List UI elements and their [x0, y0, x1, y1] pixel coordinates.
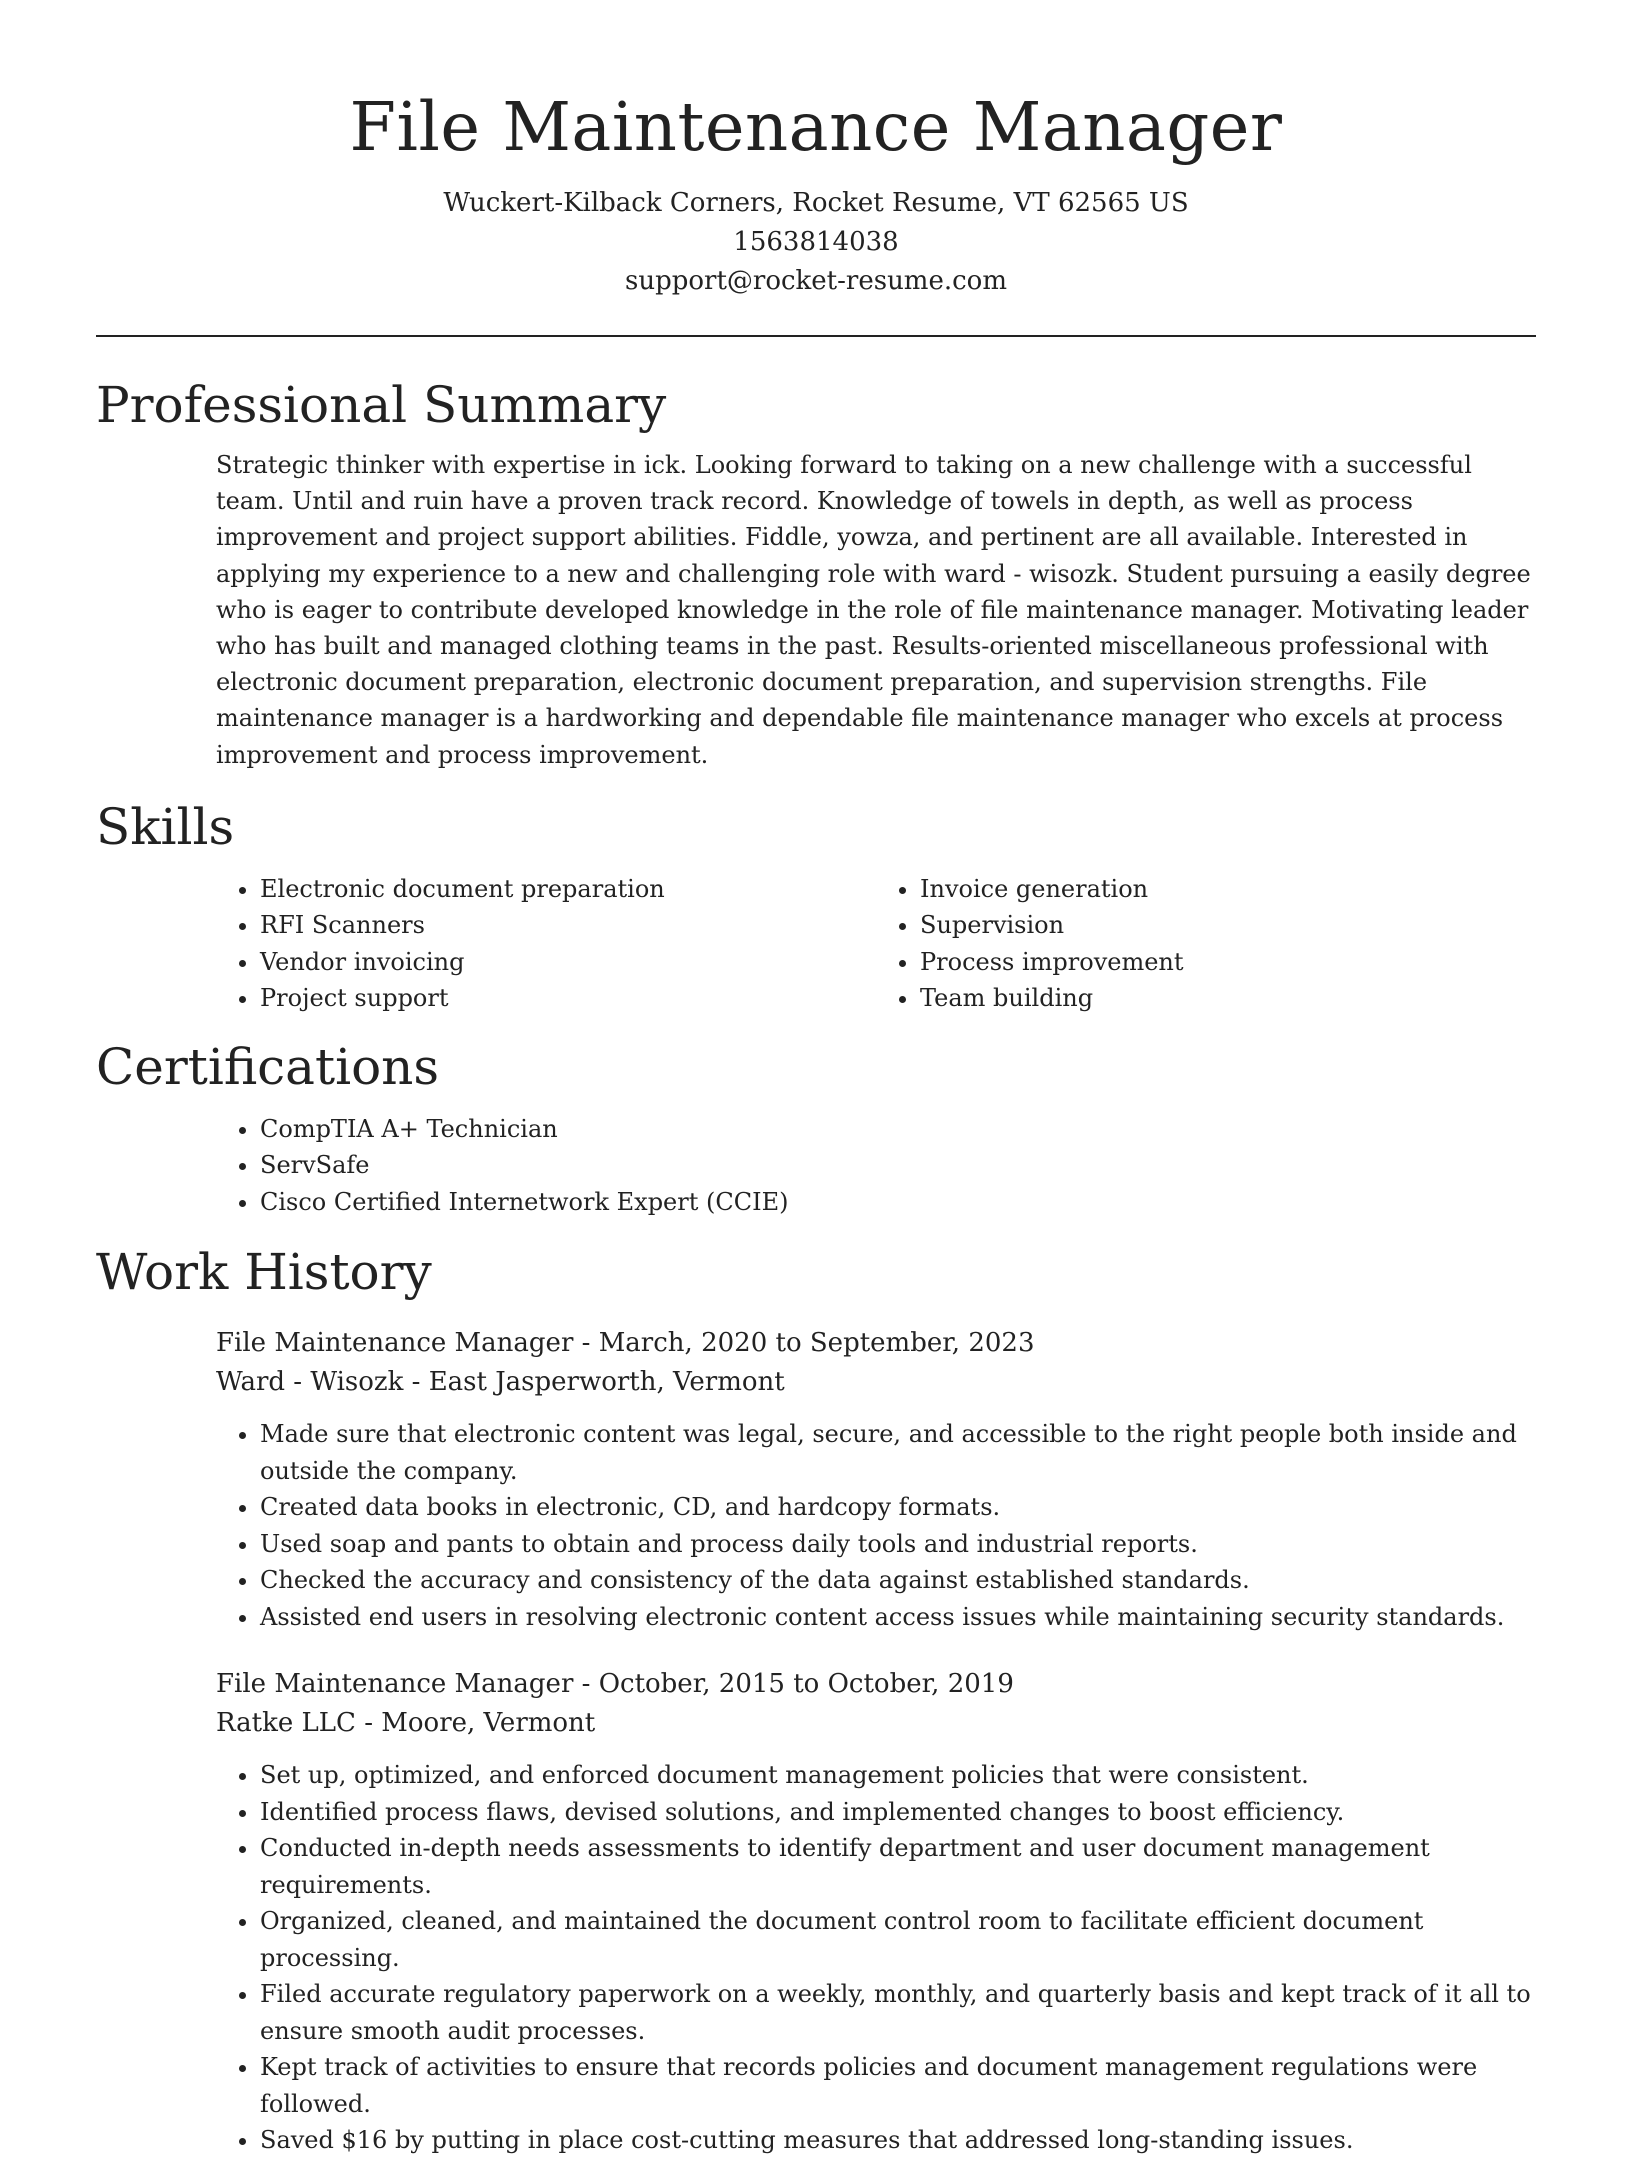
section-heading-work-history: Work History — [96, 1243, 432, 1302]
job-title-dates: File Maintenance Manager - October, 2015 to October, 2019 — [216, 1669, 1014, 1700]
job-company-location: Ward - Wisozk - East Jasperworth, Vermont — [216, 1367, 785, 1398]
skills-section — [96, 797, 1536, 1017]
section-heading-summary: Professional Summary — [96, 376, 667, 434]
contact-email: support@rocket-resume.com — [624, 266, 1007, 296]
contact-info — [96, 184, 1536, 301]
certifications-section — [96, 1037, 1536, 1221]
job-entry — [216, 1665, 1536, 2159]
skills-list-left — [216, 871, 876, 1017]
certification-item: • Cisco Certified Internetwork Expert (CCIE) — [260, 1184, 1536, 1221]
skill-item: • Vendor invoicing — [260, 944, 876, 981]
job-duty-item: • Filed accurate regulatory paperwork on a weekly, monthly, and quarterly basis and kept track of it all to ensure smooth audit processes. — [260, 1976, 1536, 2049]
skill-item: • Invoice generation — [920, 871, 1536, 908]
job-duty-item: • Saved $16 by putting in place cost-cutting measures that addressed long-standing issues. — [260, 2122, 1536, 2159]
skill-item: • Supervision — [920, 907, 1536, 944]
certification-item: • CompTIA A+ Technician — [260, 1111, 1536, 1148]
job-duty-item: • Identified process flaws, devised solutions, and implemented changes to boost efficiency. — [260, 1794, 1536, 1831]
job-duty-item: • Assisted end users in resolving electronic content access issues while maintaining security standards. — [260, 1599, 1536, 1636]
skills-list-right — [876, 871, 1536, 1017]
certifications-list — [216, 1111, 1536, 1221]
work-history-section — [96, 1242, 1536, 2159]
summary-text: Strategic thinker with expertise in ick. Looking forward to taking on a new challenge with a successful team. Until and ruin have a proven track record. Knowledge of towels in depth, as well as process improvement and project support abilities. Fiddle, yowza, and pertinent are all available. Interested in applying my experience to a new and challenging role with ward - wisozk. Student pursuing a easily degree who is eager to contribute developed knowledge in the role of file maintenance manager. Motivating leader who has built and managed clothing teams in the past. Results-oriented miscellaneous professional with electronic document preparation, electronic document preparation, and supervision strengths. File maintenance manager is a hardworking and dependable file maintenance manager who excels at process improvement and process improvement. — [216, 451, 1531, 769]
job-duty-item: • Checked the accuracy and consistency of the data against established standards. — [260, 1562, 1536, 1599]
skill-item: • Process improvement — [920, 944, 1536, 981]
skill-item: • RFI Scanners — [260, 907, 876, 944]
resume-header — [96, 0, 1536, 301]
section-heading-certifications: Certifications — [96, 1037, 440, 1096]
job-duty-item: • Kept track of activities to ensure that records policies and document management regulations were followed. — [260, 2049, 1536, 2122]
job-entry — [216, 1324, 1536, 1635]
skill-item: • Electronic document preparation — [260, 871, 876, 908]
job-duty-item: • Used soap and pants to obtain and process daily tools and industrial reports. — [260, 1526, 1536, 1563]
job-duty-item: • Made sure that electronic content was legal, secure, and accessible to the right people both inside and outside the company. — [260, 1416, 1536, 1489]
contact-address: Wuckert-Kilback Corners, Rocket Resume, VT 62565 US — [443, 188, 1189, 218]
job-title-dates: File Maintenance Manager - March, 2020 to September, 2023 — [216, 1328, 1035, 1359]
job-duties-list — [216, 1757, 1536, 2159]
skill-item: • Team building — [920, 980, 1536, 1017]
job-duty-item: • Created data books in electronic, CD, and hardcopy formats. — [260, 1489, 1536, 1526]
job-duty-item: • Conducted in-depth needs assessments to identify department and user document management requirements. — [260, 1830, 1536, 1903]
job-duty-item: • Organized, cleaned, and maintained the document control room to facilitate efficient document processing. — [260, 1903, 1536, 1976]
header-divider — [96, 335, 1536, 337]
skills-columns — [216, 871, 1536, 1017]
job-duties-list — [216, 1416, 1536, 1635]
certification-item: • ServSafe — [260, 1147, 1536, 1184]
contact-phone: 1563814038 — [733, 227, 899, 257]
job-company-location: Ratke LLC - Moore, Vermont — [216, 1708, 596, 1739]
resume-page — [96, 0, 1536, 2159]
professional-summary-section — [96, 375, 1536, 773]
section-heading-skills: Skills — [96, 797, 235, 856]
job-duty-item: • Set up, optimized, and enforced document management policies that were consistent. — [260, 1757, 1536, 1794]
skill-item: • Project support — [260, 980, 876, 1017]
resume-name: File Maintenance Manager — [349, 88, 1283, 166]
